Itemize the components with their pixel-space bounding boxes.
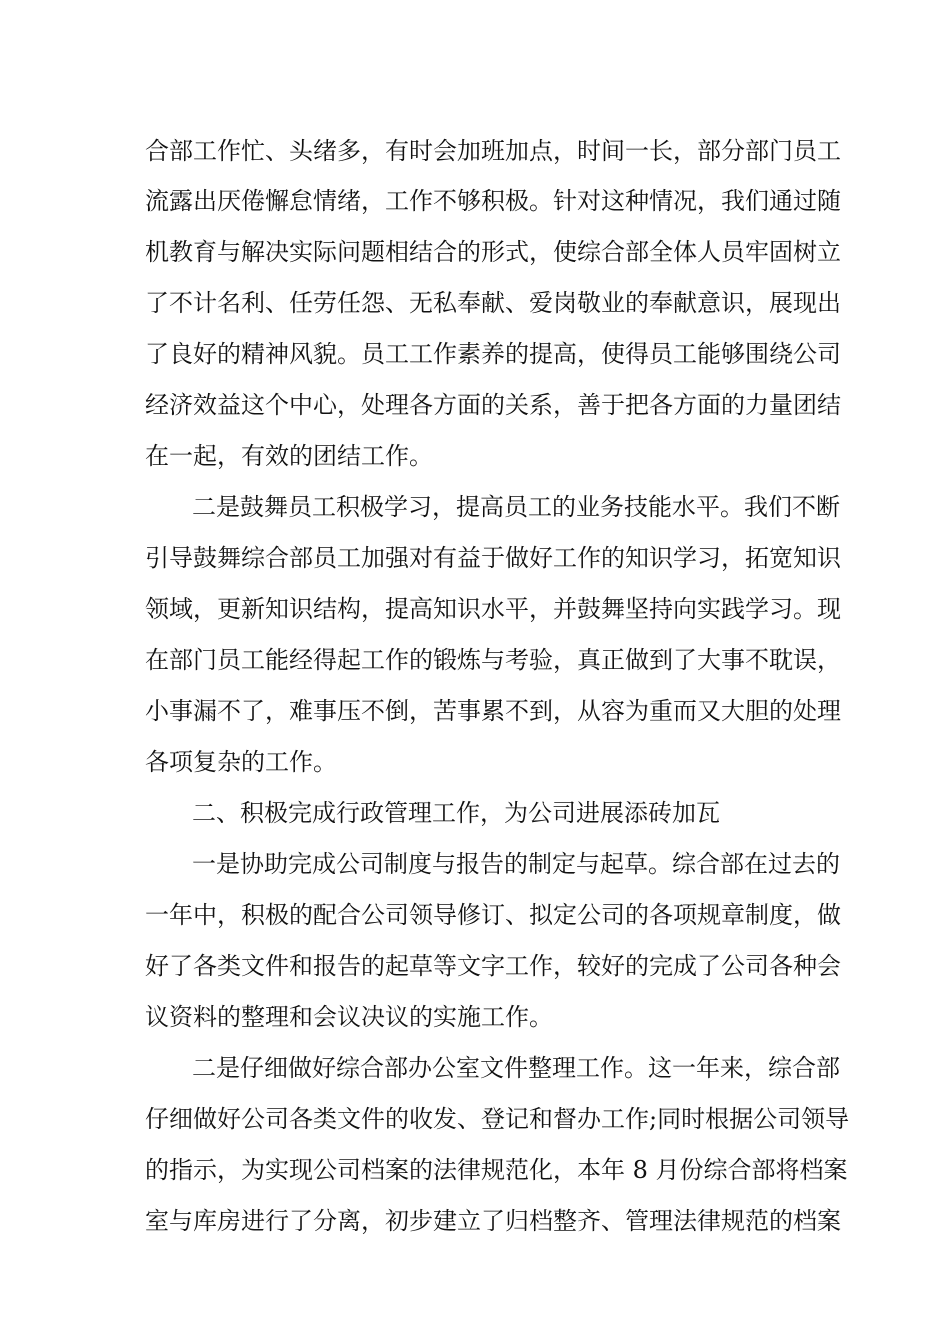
text-line: 机教育与解决实际问题相结合的形式，使综合部全体人员牢固树立	[145, 238, 841, 266]
text-line: 各项复杂的工作。	[145, 748, 337, 776]
text-line: 了不计名利、任劳任怨、无私奉献、爱岗敬业的奉献意识，展现出	[145, 289, 841, 317]
text-line: 在部门员工能经得起工作的锻炼与考验，真正做到了大事不耽误，	[145, 646, 841, 674]
text-line: 合部工作忙、头绪多，有时会加班加点，时间一长，部分部门员工	[145, 137, 841, 165]
text-line: 经济效益这个中心，处理各方面的关系，善于把各方面的力量团结	[145, 391, 841, 419]
text-line: 的指示，为实现公司档案的法律规范化，本年 8 月份综合部将档案	[145, 1156, 848, 1184]
text-line: 仔细做好公司各类文件的收发、登记和督办工作;同时根据公司领导	[145, 1105, 850, 1133]
text-line: 室与库房进行了分离，初步建立了归档整齐、管理法律规范的档案	[145, 1207, 841, 1235]
paragraph-first-line: 二是仔细做好综合部办公室文件整理工作。这一年来，综合部	[192, 1054, 840, 1082]
paragraph-first-line: 二是鼓舞员工积极学习，提高员工的业务技能水平。我们不断	[192, 493, 840, 521]
text-line: 流露出厌倦懈怠情绪，工作不够积极。针对这种情况，我们通过随	[145, 187, 841, 215]
paragraph-first-line: 一是协助完成公司制度与报告的制定与起草。综合部在过去的	[192, 850, 840, 878]
text-line: 了良好的精神风貌。员工工作素养的提高，使得员工能够围绕公司	[145, 340, 841, 368]
text-line: 议资料的整理和会议决议的实施工作。	[145, 1003, 553, 1031]
text-line: 好了各类文件和报告的起草等文字工作，较好的完成了公司各种会	[145, 952, 841, 980]
text-line: 一年中，积极的配合公司领导修订、拟定公司的各项规章制度，做	[145, 901, 841, 929]
section-heading: 二、积极完成行政管理工作，为公司进展添砖加瓦	[192, 799, 720, 827]
text-line: 领域，更新知识结构，提高知识水平，并鼓舞坚持向实践学习。现	[145, 595, 841, 623]
text-line: 引导鼓舞综合部员工加强对有益于做好工作的知识学习，拓宽知识	[145, 544, 841, 572]
text-line: 在一起，有效的团结工作。	[145, 442, 433, 470]
text-line: 小事漏不了，难事压不倒，苦事累不到，从容为重而又大胆的处理	[145, 697, 841, 725]
